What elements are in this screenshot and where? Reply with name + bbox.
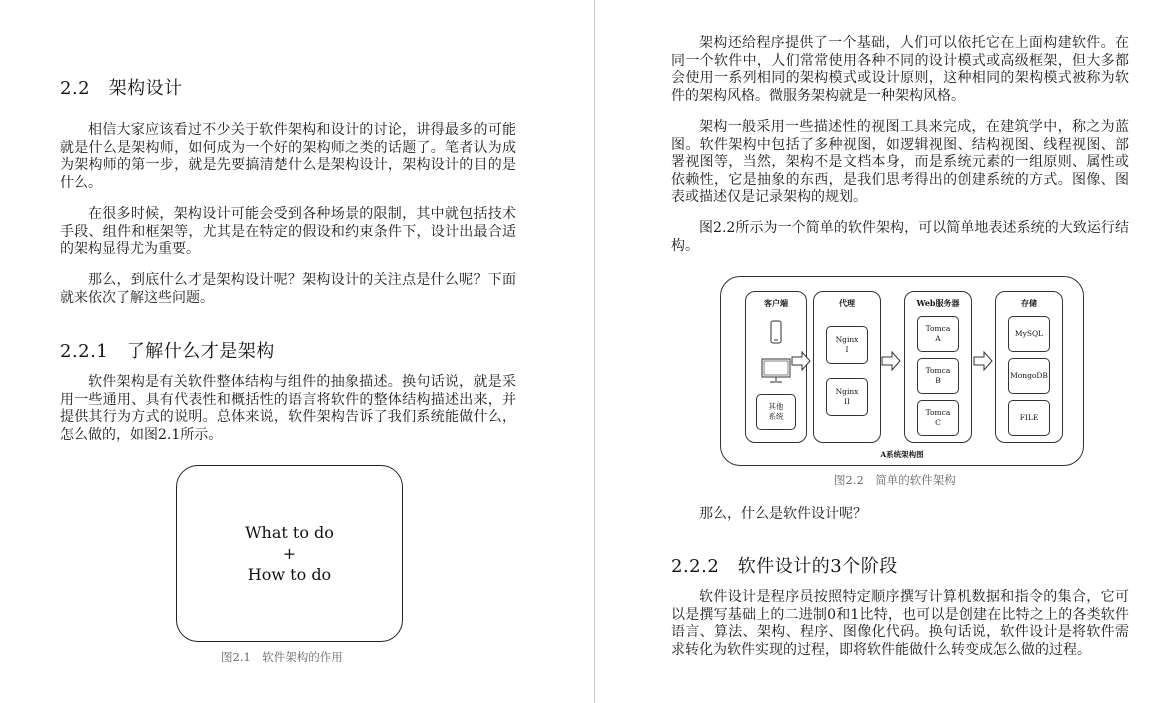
paragraph: 那么，到底什么才是架构设计呢？架构设计的关注点是什么呢？下面就来依次了解这些问题。 <box>60 272 516 306</box>
other-system-node: 其他 系统 <box>756 394 796 430</box>
subsection-title: 2.2.2 软件设计的3个阶段 <box>671 556 898 577</box>
storage-column <box>995 291 1063 443</box>
figure-line: What to do <box>245 523 334 542</box>
storage-node: MySQL <box>1008 316 1050 352</box>
figure-caption: 图2.1 软件架构的作用 <box>221 650 343 664</box>
paragraph: 那么，什么是软件设计呢？ <box>699 506 867 522</box>
paragraph: 架构一般采用一些描述性的视图工具来完成，在建筑学中，称之为蓝图。软件架构中包括了多种视图，如逻辑视图、结构视图、线程视图、部署视图等，当然，架构不是文档本身，而是系统元素的一组原则、属性或依赖性，它是抽象的东西，是我们思考得出的创建系统的方式。图像、图表或描述仅是记录架构的规划。 <box>671 119 1129 205</box>
figure-what-how-box <box>176 465 403 642</box>
monitor-icon <box>761 358 791 384</box>
paragraph: 软件设计是程序员按照特定顺序撰写计算机数据和指令的集合，它可以是撰写基础上的二进制0和1比特，也可以是创建在比特之上的各类软件语言、算法、架构、程序、图像化代码。换句话说，软件设计是将软件需求转化为软件实现的过程，即将软件能做什么转变成怎么做的过程。 <box>671 589 1129 658</box>
section-title: 2.2 架构设计 <box>60 78 183 99</box>
subsection-title: 2.2.1 了解什么才是架构 <box>60 341 275 362</box>
server-node: Tomca C <box>917 400 959 436</box>
column-title: 存储 <box>1021 298 1037 308</box>
phone-icon <box>770 320 782 344</box>
figure-line: + <box>282 544 297 563</box>
figure-line: How to do <box>247 565 332 584</box>
paragraph: 架构还给程序提供了一个基础，人们可以依托它在上面构建软件。在同一个软件中，人们常常使用各种不同的设计模式或高级框架，但大多都会使用一系列相同的架构模式或设计原则，这种相同的架构模式被称为软件的架构风格。微服务架构就是一种架构风格。 <box>671 35 1129 104</box>
proxy-node: Nginx I <box>826 326 868 364</box>
paragraph: 相信大家应该看过不少关于软件架构和设计的讨论，讲得最多的可能就是什么是架构师，如何成为一个好的架构师之类的话题了。笔者认为成为架构师的第一步，就是先要搞清楚什么是架构设计，架构设计的目的是什么。 <box>60 122 516 191</box>
column-title: 客户端 <box>764 298 788 308</box>
architecture-diagram <box>720 276 1084 466</box>
column-title: Web服务器 <box>916 298 960 308</box>
diagram-title: A系统架构图 <box>880 450 924 459</box>
server-node: Tomca B <box>917 358 959 394</box>
web-server-column <box>904 291 972 443</box>
arrow-right-icon <box>973 351 993 371</box>
arrow-right-icon <box>791 351 811 371</box>
paragraph: 图2.2所示为一个简单的软件架构，可以简单地表述系统的大致运行结构。 <box>671 220 1129 254</box>
paragraph: 在很多时候，架构设计可能会受到各种场景的限制，其中就包括技术手段、组件和框架等，尤其是在特定的假设和约束条件下，设计出最合适的架构显得尤为重要。 <box>60 206 516 257</box>
storage-node: FILE <box>1008 400 1050 436</box>
server-node: Tomca A <box>917 316 959 352</box>
paragraph: 软件架构是有关软件整体结构与组件的抽象描述。换句话说，就是采用一些通用、具有代表性和概括性的语言将软件的整体结构描述出来，并提供其行为方式的说明。总体来说，软件架构告诉了我们系统能做什么，怎么做的，如图2.1所示。 <box>60 374 516 443</box>
arrow-right-icon <box>881 351 901 371</box>
proxy-node: Nginx II <box>826 378 868 416</box>
figure-caption: 图2.2 简单的软件架构 <box>834 473 956 487</box>
proxy-column <box>813 291 881 443</box>
column-title: 代理 <box>839 298 855 308</box>
storage-node: MongoDB <box>1008 358 1050 394</box>
